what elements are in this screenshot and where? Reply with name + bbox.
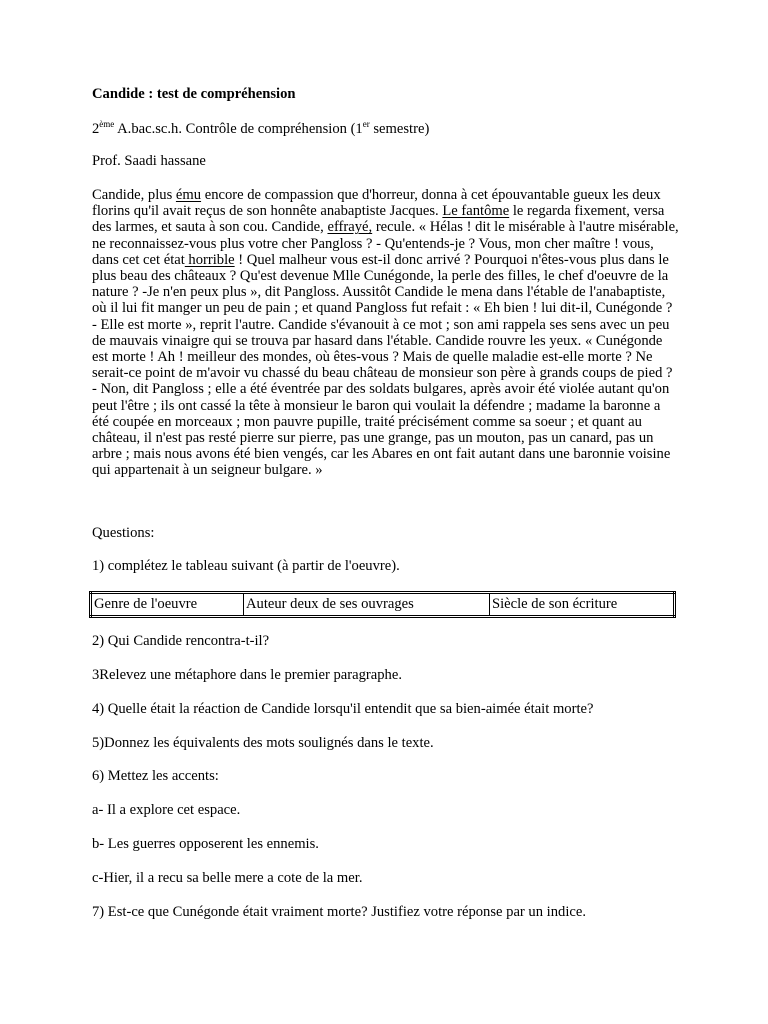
passage-text: recule. « Hélas ! dit le misérable à l'autre misérable, ne reconnaissez-vous plus votre cher Pangloss ? - Qu'entends-je ? Vous, mon cher maître ! vous, dans cet cet état <box>92 219 679 268</box>
question-2: 2) Qui Candide rencontra-t-il? <box>92 633 270 649</box>
passage-text: encore de compassion que d'horreur, donna à cet épouvantable gueux les deux florins qu'il avait reçus de son honnête anabaptiste Jacques. <box>92 187 661 220</box>
passage-paragraph <box>92 187 680 479</box>
subtitle-mid: A.bac.sc.h. Contrôle de compréhension (1 <box>114 121 363 137</box>
question-6: 6) Mettez les accents: <box>92 768 219 784</box>
subtitle-sup-1: ème <box>99 119 115 129</box>
underlined-word: horrible <box>184 251 235 268</box>
question-3: 3Relevez une métaphore dans le premier paragraphe. <box>92 667 402 683</box>
question-5: 5)Donnez les équivalents des mots soulignés dans le texte. <box>92 735 434 751</box>
passage-text: ! Quel malheur vous est-il donc arrivé ? Pourquoi n'êtes-vous plus dans le plus beau des châteaux ? Qu'est devenue Mlle Cunégonde, la perle des filles, le chef d'oeuvre de la nature ? -Je n'en peux plus », dit Pangloss. Aussitôt Candide le mena dans l'étable de l'anabaptiste, où il lui fit manger un peu de pain ; et quand Pangloss fut refait : « Eh bien ! lui dit-il, Cunégonde ? - Elle est morte », reprit l'autre. Candide s'évanouit à ce mot ; son ami rappela ses sens avec un peu de mauvais vinaigre qui se trouva par hasard dans l'étable. Candide rouvre les yeux. « Cunégonde est morte ! Ah ! meilleur des mondes, où êtes-vous ? Mais de quelle maladie est-elle morte ? Ne serait-ce point de m'avoir vu chassé du beau château de monsieur son père à grands coups de pied ? - Non, dit Pangloss ; elle a été éventrée par des soldats bulgares, après avoir été violée autant qu'on peut l'être ; ils ont cassé la tête à monsieur le baron qui voulait la défendre ; madame la baronne a été coupée en morceaux ; mon pauvre pupille, traité précisément comme sa soeur ; et quant au château, il n'est pas resté pierre sur pierre, pas une grange, pas un mouton, pas un canard, pas un arbre ; mais nous avons été bien vengés, car les Abares en ont fait autant dans une baronnie voisine qui appartenait à un seigneur bulgare. » <box>92 251 673 479</box>
question-1: 1) complétez le tableau suivant (à partir de l'oeuvre). <box>92 558 400 574</box>
passage-text: le regarda fixement, versa des larmes, et sauta à son cou. Candide, <box>92 203 665 236</box>
table-cell-siecle: Siècle de son écriture <box>490 593 675 617</box>
underlined-word: Le fantôme <box>442 203 510 220</box>
question-6b: b- Les guerres opposerent les ennemis. <box>92 836 319 852</box>
question-6c: c-Hier, il a recu sa belle mere a cote de la mer. <box>92 870 363 886</box>
question-4: 4) Quelle était la réaction de Candide lorsqu'il entendit que sa bien-aimée était morte? <box>92 701 594 717</box>
table-cell-auteur: Auteur deux de ses ouvrages <box>244 593 490 617</box>
subtitle-end: semestre) <box>369 121 430 137</box>
author-line: Prof. Saadi hassane <box>92 153 206 169</box>
passage-text: Candide, plus <box>92 187 176 203</box>
document-title: Candide : test de compréhension <box>92 86 296 102</box>
document-subtitle <box>92 121 682 137</box>
table-cell-genre: Genre de l'oeuvre <box>91 593 244 617</box>
subtitle-num: 2 <box>92 121 100 137</box>
answer-table <box>89 591 676 618</box>
underlined-word: effrayé, <box>327 219 373 236</box>
table-row <box>91 593 675 617</box>
subtitle-sup-2: er <box>362 119 370 129</box>
question-6a: a- Il a explore cet espace. <box>92 802 241 818</box>
underlined-word: ému <box>175 187 202 203</box>
question-7: 7) Est-ce que Cunégonde était vraiment morte? Justifiez votre réponse par un indice. <box>92 904 586 920</box>
questions-heading: Questions: <box>92 525 155 541</box>
